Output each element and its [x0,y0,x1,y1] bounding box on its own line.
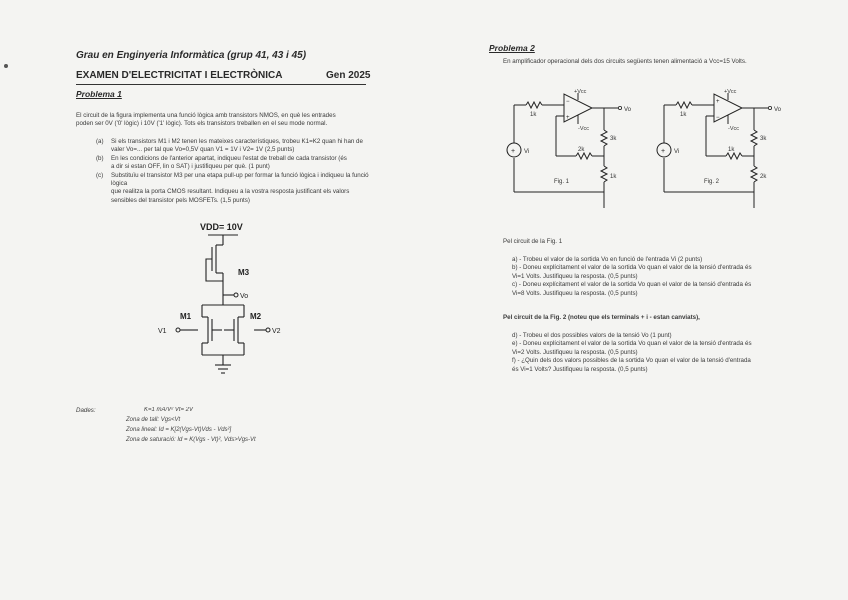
svg-text:−: − [716,115,720,121]
fig1-vcc-top: +Vcc [574,89,587,95]
question-line: c) - Doneu explícitament el valor de la sortida Vo quan el valor de la tensió d'entrada és [512,281,752,289]
nmos-circuit-diagram [150,215,300,385]
fig1-caption: Fig. 1 [554,179,570,185]
question-line: d) - Trobeu el dos possibles valors de la tensió Vo (1 punt) [512,332,672,339]
question-line: Vi=8 Volts. Justifiqueu la resposta. (0,5 punts) [512,289,638,297]
m1-label: M1 [180,312,192,321]
fig1-vo-label: Vo [624,107,632,113]
fig1-rin-label: 1k [530,112,537,118]
question-line: és Vi=1 Volts? Justifiqueu la resposta. (0,5 punts) [512,365,648,373]
fig1-questions-heading: Pel circuit de la Fig. 1 [503,238,563,245]
data-row: K=1 mA/V² Vt= 2V [144,407,194,413]
question-line: a) - Trobeu el valor de la sortida Vo en funció de l'entrada Vi (2 punts) [512,256,703,263]
m2-label: M2 [250,312,262,321]
vdd-label: VDD= 10V [200,222,243,232]
v2-label: V2 [272,328,281,335]
course-title: Grau en Enginyeria Informàtica (grup 41, 43 i 45) [76,50,307,61]
problem1-items [96,138,378,205]
vo-terminal-icon [768,106,771,109]
data-row: Zona de saturació: Id = K(Vgs - Vt)², Vds>Vgs-Vt [126,437,256,443]
fig2-source-label: Vi [674,149,680,155]
item-label: (a) [96,138,104,145]
fig2-rbottom-label: 2k [760,174,767,180]
vo-terminal-icon [618,106,621,109]
fig2-vcc-top: +Vcc [724,89,737,95]
fig1-rbottom-label: 1k [610,174,617,180]
fig1-rfb-label: 2k [578,147,585,153]
svg-text:+: + [511,148,516,155]
question-line: f) - ¿Quin dels dos valors possibles de la sortida Vo quan el valor de la tensió d'entrada [512,357,751,365]
fig2-caption: Fig. 2 [704,179,720,185]
svg-text:−: − [566,99,570,105]
fig2-rin-label: 1k [680,112,687,118]
problem2-intro: En amplificador operacional dels dos circuits següents tenen alimentació a Vcc=15 Volts. [503,58,747,65]
item-label: (b) [96,154,104,162]
item-line: sensibles del transistor pels MOSFETs. (1,5 punts) [111,196,250,204]
svg-text:+: + [716,99,720,105]
svg-text:+: + [566,115,570,121]
v1-label: V1 [158,328,167,335]
fig2-questions-heading: Pel circuit de la Fig. 2 (noteu que els terminals + i - estan canviats), [503,314,700,321]
item-line: Si els transistors M1 i M2 tenen les mateixes característiques, trobeu K1=K2 quan hi han de [111,138,363,145]
fig1-questions [512,256,792,298]
fig2-rfb-label: 1k [728,147,735,153]
question-line: Vi=1 Volts. Justifiqueu la resposta. (0,5 punts) [512,272,638,280]
fig2-opamp-circuit [650,88,785,210]
item-line: que realitza la porta CMOS resultant. Indiqueu a la vostra resposta justificant els valors [111,188,350,196]
question-line: Vi=2 Volts. Justifiqueu la resposta. (0,5 punts) [512,348,638,356]
fig1-opamp-circuit [500,88,635,210]
item-line: En les condicions de l'anterior apartat, indiqueu l'estat de treball de cada transistor (és [111,154,347,162]
item-label: (c) [96,171,104,179]
v1-terminal-icon [176,328,180,332]
v2-terminal-icon [266,328,270,332]
svg-text:+: + [661,148,666,155]
fig2-rright-label: 3k [760,136,767,142]
item-a [96,138,378,155]
item-line: valer Vo=... per tal que Vo=0,5V quan V1 = 1V i V2= 1V (2,5 punts) [111,146,295,154]
fig1-rright-label: 3k [610,136,617,142]
fig1-vcc-bottom: -Vcc [578,126,589,132]
question-line: b) - Doneu explícitament el valor de la sortida Vo quan el valor de la tensió d'entrada és [512,264,752,272]
intro-line: El circuit de la figura implementa una funció lògica amb transistors NMOS, en què les entrades [76,112,336,119]
problem1-intro [76,112,376,129]
item-c [96,172,378,206]
exam-date: Gen 2025 [326,70,371,81]
exam-title: EXAMEN D'ELECTRICITAT I ELECTRÒNICA [76,70,283,81]
fig2-vcc-bottom: -Vcc [728,126,739,132]
problem2-heading: Problema 2 [489,43,535,53]
scan-speck [4,64,8,68]
fig2-vo-label: Vo [774,107,782,113]
fig1-source-label: Vi [524,149,530,155]
header-rule [76,84,366,85]
item-line: a dir si estan OFF, lin o SAT) i justifiqueu per què. (1 punt) [111,163,270,171]
m3-label: M3 [238,268,250,277]
intro-line: poden ser 0V ('0' lògic) i 10V ('1' lògic). Tots els transistors treballen en el seu mode normal. [76,120,328,128]
item-line: Substituïu el transistor M3 per una etapa pull-up per formar la funció lògica i indiqueu la funció lògica [111,171,369,188]
fig2-questions [512,332,792,374]
vo-label: Vo [240,293,249,300]
data-row: Zona lineal: Id = K[2(Vgs-Vt)Vds - Vds²] [126,427,232,433]
item-b [96,155,378,172]
vo-terminal-icon [234,293,238,297]
data-block [126,405,356,445]
question-line: e) - Doneu explícitament el valor de la sortida Vo quan el valor de la tensió d'entrada és [512,340,752,348]
problem1-heading: Problema 1 [76,89,122,99]
data-label: Dades: [76,407,96,414]
data-row: Zona de tall: Vgs<Vt [126,417,181,423]
